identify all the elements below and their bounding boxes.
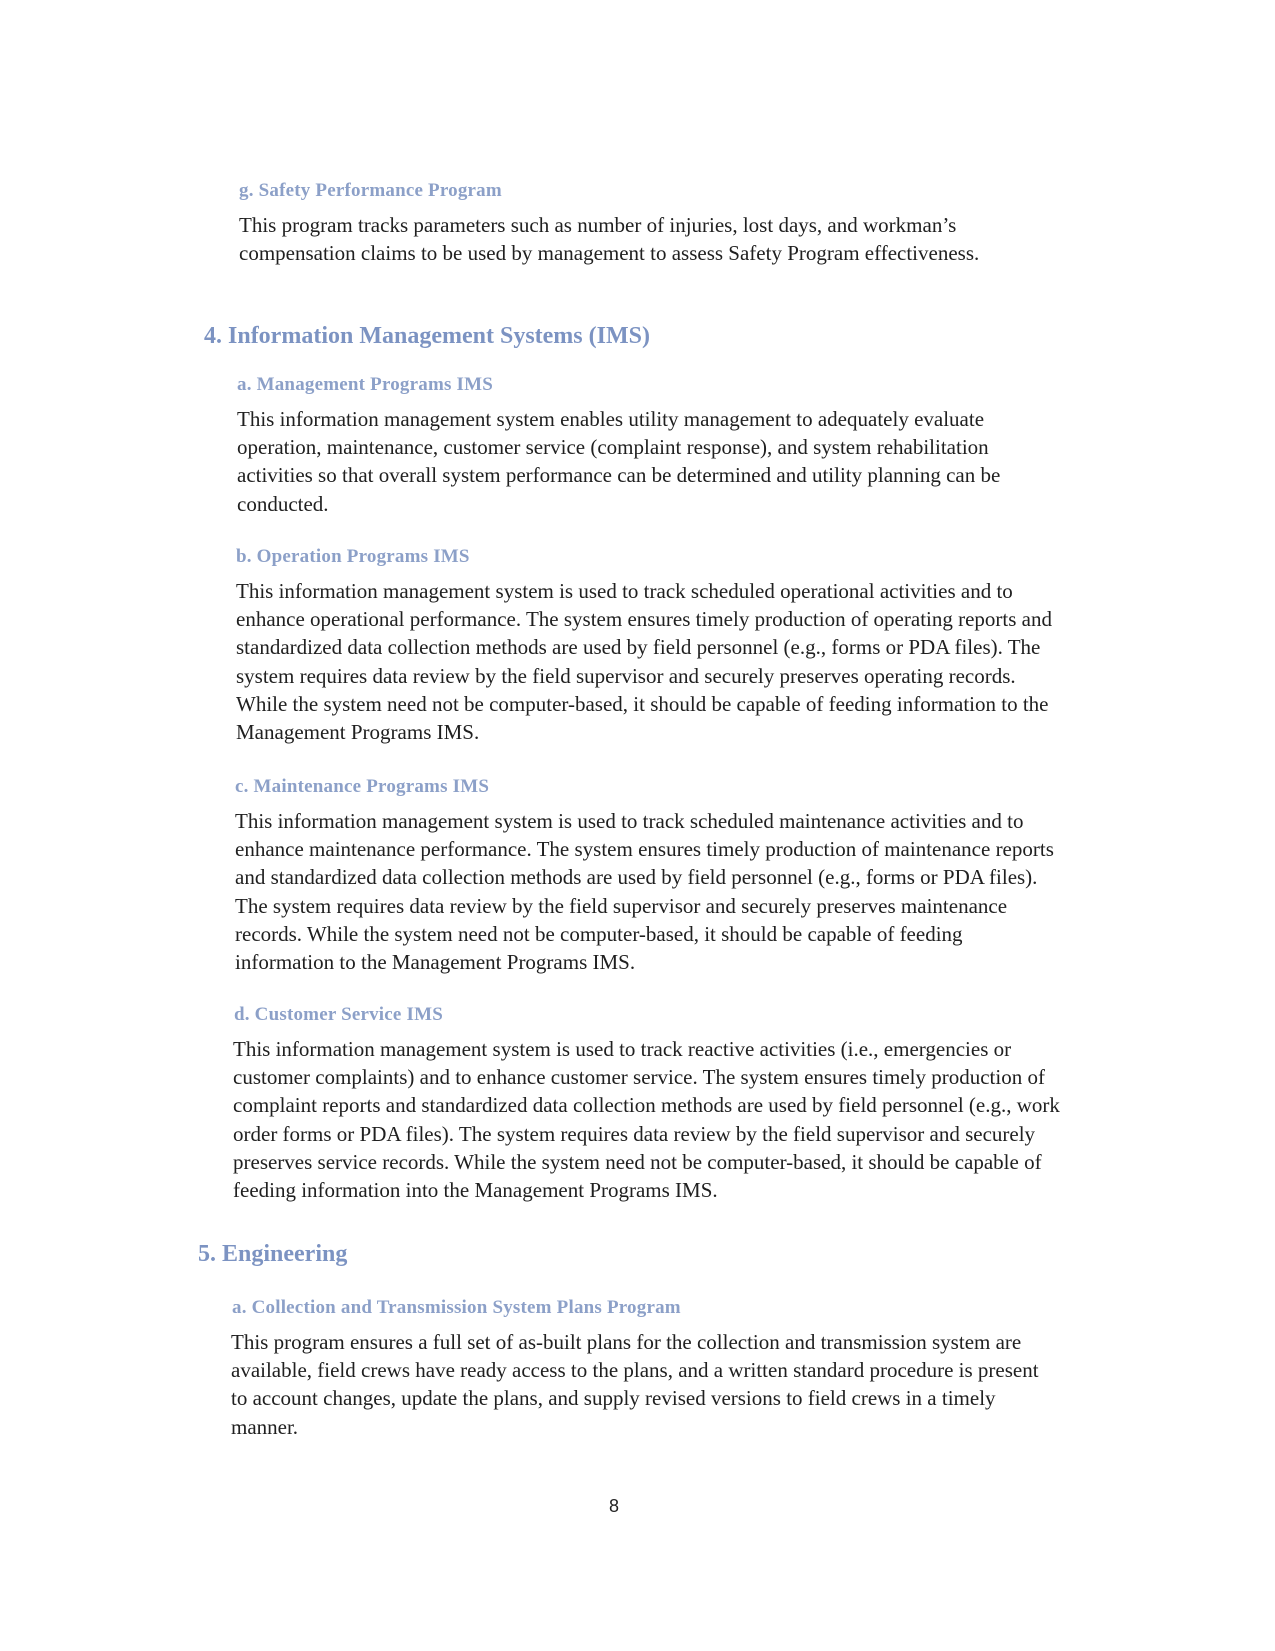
- paragraph-management-programs-ims: This information management system enables utility management to adequately evaluate operation, maintenance, customer service (complaint response), and system rehabilitation activities so that overall system performance can be determined and utility planning can be conducted.: [237, 407, 1001, 516]
- page-number: 8: [609, 1496, 620, 1516]
- subheading-maintenance-programs-ims: c. Maintenance Programs IMS: [235, 776, 490, 797]
- subheading-collection-transmission-plans: a. Collection and Transmission System Plans Program: [232, 1297, 681, 1318]
- subheading-safety-performance-program: g. Safety Performance Program: [239, 180, 502, 201]
- section-heading-ims: 4. Information Management Systems (IMS): [204, 323, 650, 349]
- subheading-operation-programs-ims: b. Operation Programs IMS: [236, 546, 470, 567]
- paragraph-safety-performance-program: This program tracks parameters such as number of injuries, lost days, and workman’s compensation claims to be used by management to assess Safety Program effectiveness.: [239, 213, 980, 266]
- subheading-customer-service-ims: d. Customer Service IMS: [234, 1004, 443, 1025]
- paragraph-operation-programs-ims: This information management system is used to track scheduled operational activities and to enhance operational performance. The system ensures timely production of operating reports and standardized data collection methods are used by field personnel (e.g., forms or PDA files). The system requires data review by the field supervisor and securely preserves operating records. While the system need not be computer-based, it should be capable of feeding information to the Management Programs IMS.: [236, 579, 1052, 745]
- paragraph-customer-service-ims: This information management system is used to track reactive activities (i.e., emergencies or customer complaints) and to enhance customer service. The system ensures timely production of complaint reports and standardized data collection methods are used by field personnel (e.g., work order forms or PDA files). The system requires data review by the field supervisor and securely preserves service records. While the system need not be computer-based, it should be capable of feeding information into the Management Programs IMS.: [233, 1037, 1060, 1203]
- section-heading-engineering: 5. Engineering: [198, 1241, 348, 1267]
- paragraph-maintenance-programs-ims: This information management system is used to track scheduled maintenance activities and to enhance maintenance performance. The system ensures timely production of maintenance reports and standardized data collection methods are used by field personnel (e.g., forms or PDA files). The system requires data review by the field supervisor and securely preserves maintenance records. While the system need not be computer-based, it should be capable of feeding information to the Management Programs IMS.: [235, 809, 1054, 975]
- paragraph-collection-transmission-plans: This program ensures a full set of as-built plans for the collection and transmission system are available, field crews have ready access to the plans, and a written standard procedure is present to account changes, update the plans, and supply revised versions to field crews in a timely manner.: [231, 1330, 1039, 1439]
- subheading-management-programs-ims: a. Management Programs IMS: [237, 374, 494, 395]
